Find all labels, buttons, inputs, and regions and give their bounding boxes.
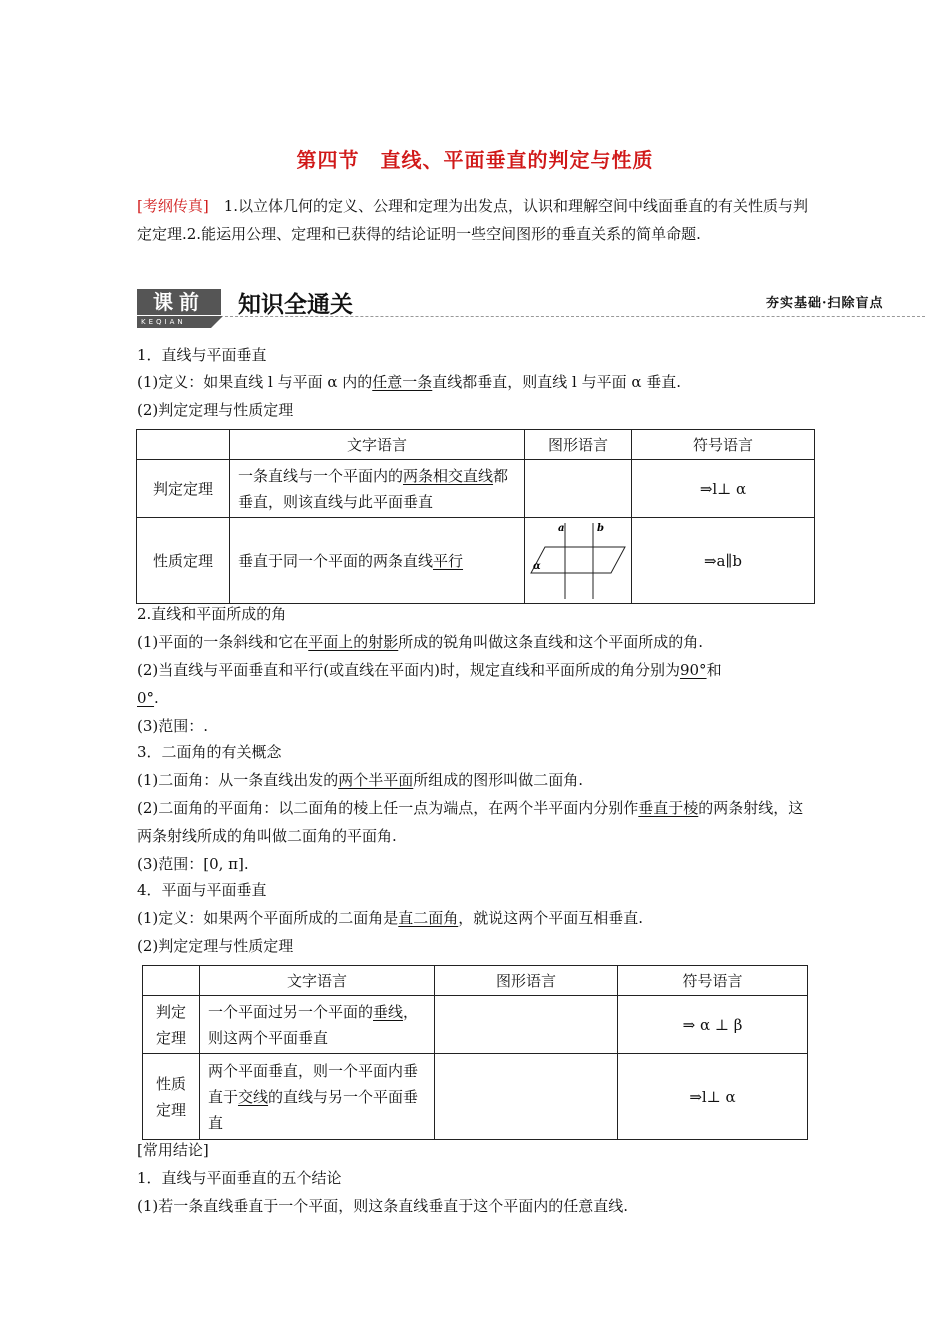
answer-blank: 交线 — [238, 1087, 269, 1106]
row-figure — [525, 518, 632, 604]
conclusions-heading: 1．直线与平面垂直的五个结论 — [137, 1169, 342, 1187]
answer-blank: 垂线 — [373, 1002, 404, 1021]
text: 所组成的图形叫做二面角. — [413, 771, 584, 789]
section1-subheading: (2)判定定理与性质定理 — [137, 401, 294, 419]
answer-blank: 90° — [679, 661, 707, 679]
label-alpha: α — [533, 560, 541, 572]
text: ，则这两个平面垂直 — [208, 1002, 419, 1047]
section1-heading: 1．直线与平面垂直 — [137, 346, 267, 364]
row-text — [200, 996, 435, 1054]
section2-heading: 2.直线和平面所成的角 — [137, 605, 287, 623]
answer-blank: 直二面角 — [398, 909, 459, 927]
row-symbol: ⇒l⊥ α — [632, 460, 815, 518]
row-name: 性质定理 — [137, 518, 230, 604]
row-figure — [525, 460, 632, 518]
answer-blank: 0° — [137, 689, 155, 707]
syllabus-text: 1.以立体几何的定义、公理和定理为出发点，认识和理解空间中线面垂直的有关性质与判定定理.2.能运用公理、定理和已获得的结论证明一些空间图形的垂直关系的简单命题. — [137, 197, 809, 243]
banner-corner — [211, 316, 223, 328]
text: (1)平面的一条斜线和它在 — [137, 633, 309, 651]
label-a: a — [558, 522, 565, 534]
text: ，就说这两个平面互相垂直. — [458, 909, 644, 927]
text: . — [154, 689, 159, 707]
text: (1)二面角：从一条直线出发的 — [137, 771, 339, 789]
section3-p1 — [137, 770, 583, 790]
table-header: 文字语言 — [200, 966, 435, 996]
syllabus-intro — [137, 192, 817, 248]
section3-p3: (3)范围：[0, π]. — [137, 855, 249, 873]
row-text — [200, 1054, 435, 1140]
answer-blank: 垂直于棱 — [638, 799, 699, 817]
text: 和 — [706, 661, 722, 679]
line-plane-table — [136, 429, 815, 604]
section3-heading: 3．二面角的有关概念 — [137, 743, 282, 761]
answer-blank: 任意一条 — [372, 373, 433, 391]
row-text — [230, 460, 525, 518]
text: 一条直线与一个平面内的 — [238, 466, 404, 485]
text: 的两条射线，这两条射线所成的角叫做二面角的平面角. — [137, 799, 804, 845]
banner-sublabel: KEQIAN — [137, 316, 211, 328]
row-figure — [435, 996, 618, 1054]
text: 直线都垂直，则直线 l 与平面 α 垂直. — [432, 373, 682, 391]
row-figure — [435, 1054, 618, 1140]
section2-p2 — [137, 656, 817, 712]
label-b: b — [597, 522, 604, 534]
text: 两个平面垂直，则一个平面内垂直于 — [208, 1061, 419, 1106]
row-symbol: ⇒a∥b — [632, 518, 815, 604]
table-header: 符号语言 — [632, 430, 815, 460]
text: (2)当直线与平面垂直和平行(或直线在平面内)时，规定直线和平面所成的角分别为 — [137, 661, 680, 679]
parallel-lines-figure — [525, 519, 629, 603]
section2-p1 — [137, 632, 703, 652]
banner-divider — [225, 316, 925, 317]
section4-heading: 4．平面与平面垂直 — [137, 881, 267, 899]
section3-p2 — [137, 794, 817, 850]
section1-definition — [137, 372, 681, 392]
answer-blank: 平行 — [433, 551, 464, 570]
table-header — [137, 430, 230, 460]
text: (1)定义：如果直线 l 与平面 α 内的 — [137, 373, 373, 391]
row-symbol: ⇒l⊥ α — [618, 1054, 808, 1140]
text: 所成的锐角叫做这条直线和这个平面所成的角. — [398, 633, 704, 651]
answer-blank: 平面上的射影 — [308, 633, 399, 651]
conclusions-tag: [常用结论] — [137, 1141, 209, 1159]
row-text — [230, 518, 525, 604]
text: 都垂直，则该直线与此平面垂直 — [238, 466, 509, 511]
text: 垂直于同一个平面的两条直线 — [238, 551, 434, 570]
plane-plane-table — [142, 965, 808, 1140]
conclusion-1: (1)若一条直线垂直于一个平面，则这条直线垂直于这个平面内的任意直线. — [137, 1197, 629, 1215]
section2-p3: (3)范围：. — [137, 717, 209, 735]
page-title: 第四节 直线、平面垂直的判定与性质 — [296, 148, 654, 172]
table-header: 图形语言 — [435, 966, 618, 996]
table-header — [143, 966, 200, 996]
banner-title: 知识全通关 — [238, 292, 353, 318]
table-header: 图形语言 — [525, 430, 632, 460]
answer-blank: 两条相交直线 — [403, 466, 494, 485]
row-name: 判定定理 — [137, 460, 230, 518]
text: 的直线与另一个平面垂直 — [208, 1087, 419, 1132]
row-name: 性质定理 — [143, 1054, 200, 1140]
text: (2)二面角的平面角：以二面角的棱上任一点为端点，在两个半平面内分别作 — [137, 799, 639, 817]
text: (1)定义：如果两个平面所成的二面角是 — [137, 909, 399, 927]
table-header: 文字语言 — [230, 430, 525, 460]
answer-blank: 两个半平面 — [338, 771, 414, 789]
banner-slogan: 夯实基础·扫除盲点 — [766, 296, 884, 311]
syllabus-tag: [考纲传真] — [137, 197, 209, 215]
row-name: 判定定理 — [143, 996, 200, 1054]
table-header: 符号语言 — [618, 966, 808, 996]
banner-label: 课前 — [137, 289, 221, 315]
section4-subheading: (2)判定定理与性质定理 — [137, 937, 294, 955]
row-symbol: ⇒ α ⊥ β — [618, 996, 808, 1054]
section4-definition — [137, 908, 643, 928]
text: 一个平面过另一个平面的 — [208, 1002, 374, 1021]
